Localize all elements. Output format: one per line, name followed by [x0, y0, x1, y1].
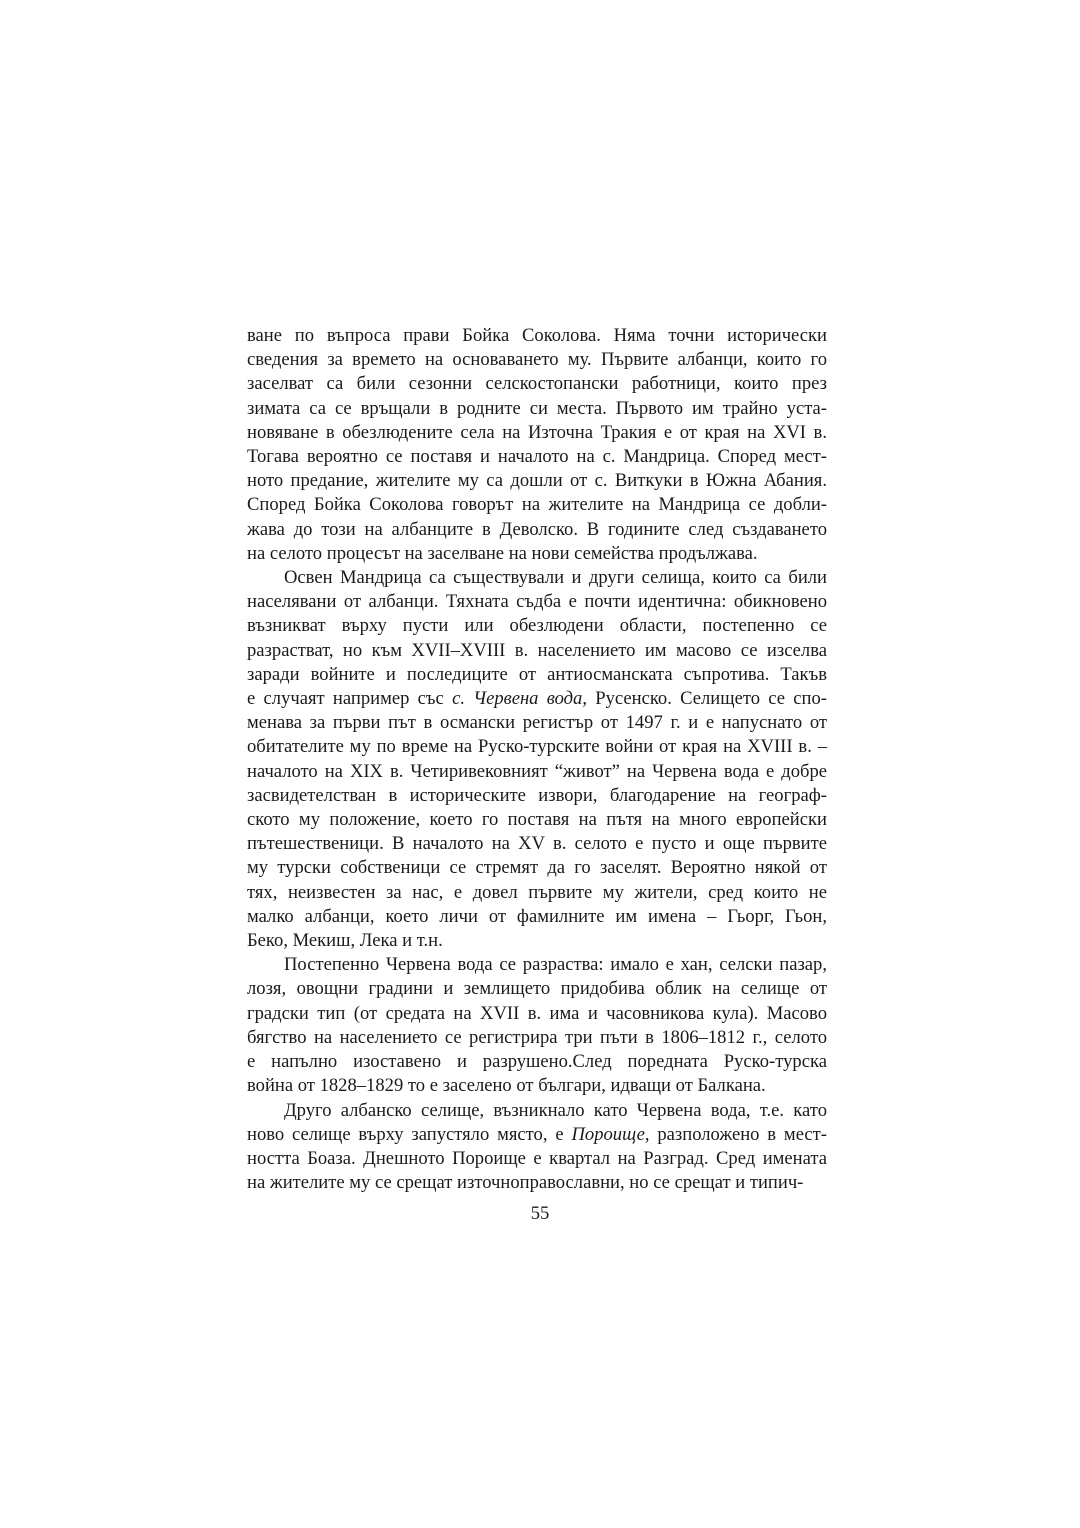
text-line: заселват са били сезонни селскостопански работници, които през [247, 373, 827, 395]
text-line: му турски собственици се стремят да го заселят. Вероятно някой от [247, 857, 827, 879]
italic-term: с. Червена вода [452, 688, 583, 710]
paragraph [247, 1099, 827, 1196]
text-line: градски тип (от средата на XVII в. има и часовникова кула). Масово [247, 1002, 827, 1024]
text-line: е напълно изоставено и разрушено.След поредната Руско-турска [247, 1051, 827, 1073]
text-line: възникват върху пусти или обезлюдени области, постепенно се [247, 615, 827, 637]
text-line: Постепенно Червена вода се разраства: имало е хан, селски пазар, [284, 954, 827, 976]
text-line: началото на XIX в. Четиривековният “живот” на Червена вода е добре [247, 760, 827, 782]
text-line: обитателите му по време на Руско-турските войни от края на XVIII в. – [247, 736, 827, 758]
text-line: заради войните и последиците от антиосманската съпротива. Такъв [247, 663, 827, 685]
body-text [247, 324, 827, 1195]
text-line: Беко, Мекиш, Лека и т.н. [247, 930, 443, 952]
text-line: война от 1828–1829 то е заселено от българи, идващи от Балкана. [247, 1075, 766, 1097]
text-line: ното предание, жителите му са дошли от с. Виткуки в Южна Абания. [247, 470, 827, 492]
paragraph [247, 324, 827, 566]
text-line: ността Боаза. Днешното Пороище е квартал на Разград. Сред имената [247, 1147, 827, 1169]
text-line: менава за първи път в османски регистър от 1497 г. и е напуснато от [247, 712, 827, 734]
text-line: тях, неизвестен за нас, е довел първите му жители, сред които не [247, 881, 827, 903]
text-line: сведения за времето на основаването му. Първите албанци, които го [247, 349, 827, 371]
text-line: пътешественици. В началото на XV в. селото е пусто и още първите [247, 833, 827, 855]
text-line: бягство на населението се регистрира три пъти в 1806–1812 г., селото [247, 1026, 827, 1048]
text-line: Според Бойка Соколова говорът на жителите на Мандрица се добли- [247, 494, 827, 516]
text-line: на жителите му се срещат източноправославни, но се срещат и типич- [247, 1172, 804, 1194]
text-line: населявани от албанци. Тяхната съдба е почти идентична: обикновено [247, 591, 827, 613]
text-line: Освен Мандрица са съществували и други селища, които са били [284, 567, 827, 589]
text-line: новяване в обезлюдените села на Източна Тракия е от края на XVI в. [247, 421, 827, 443]
text-line: малко албанци, което личи от фамилните им имена – Гьорг, Гьон, [247, 905, 827, 927]
text-line: засвидетелстван в историческите извори, благодарение на географ- [247, 784, 827, 806]
text-line: е случаят например със с. Червена вода, Русенско. Селището се спо- [247, 688, 827, 710]
text-line: зимата са се връщали в родните си места. Първото им трайно уста- [247, 397, 827, 419]
page-number: 55 [530, 1203, 550, 1224]
text-line: жава до този на албанците в Деволско. В годините след създаването [247, 518, 827, 540]
text-line: ново селище върху запустяло място, е Пороище, разположено в мест- [247, 1123, 827, 1145]
italic-term: Пороище [571, 1123, 645, 1145]
text-line: Друго албанско селище, възникнало като Червена вода, т.е. като [284, 1099, 827, 1121]
paragraph [247, 953, 827, 1098]
text-line: ване по въпроса прави Бойка Соколова. Няма точни исторически [247, 325, 827, 346]
text-line: на селото процесът на заселване на нови семейства продължава. [247, 542, 758, 564]
text-line: Тогава вероятно се поставя и началото на с. Мандрица. Според мест- [247, 446, 827, 468]
text-line: ското му положение, което го поставя на пътя на много европейски [247, 809, 827, 831]
text-line: разрастват, но към XVII–XVIII в. населението им масово се изселва [247, 639, 827, 661]
paragraph [247, 566, 827, 953]
text-line: лозя, овощни градини и землището придобива облик на селище от [247, 978, 827, 1000]
